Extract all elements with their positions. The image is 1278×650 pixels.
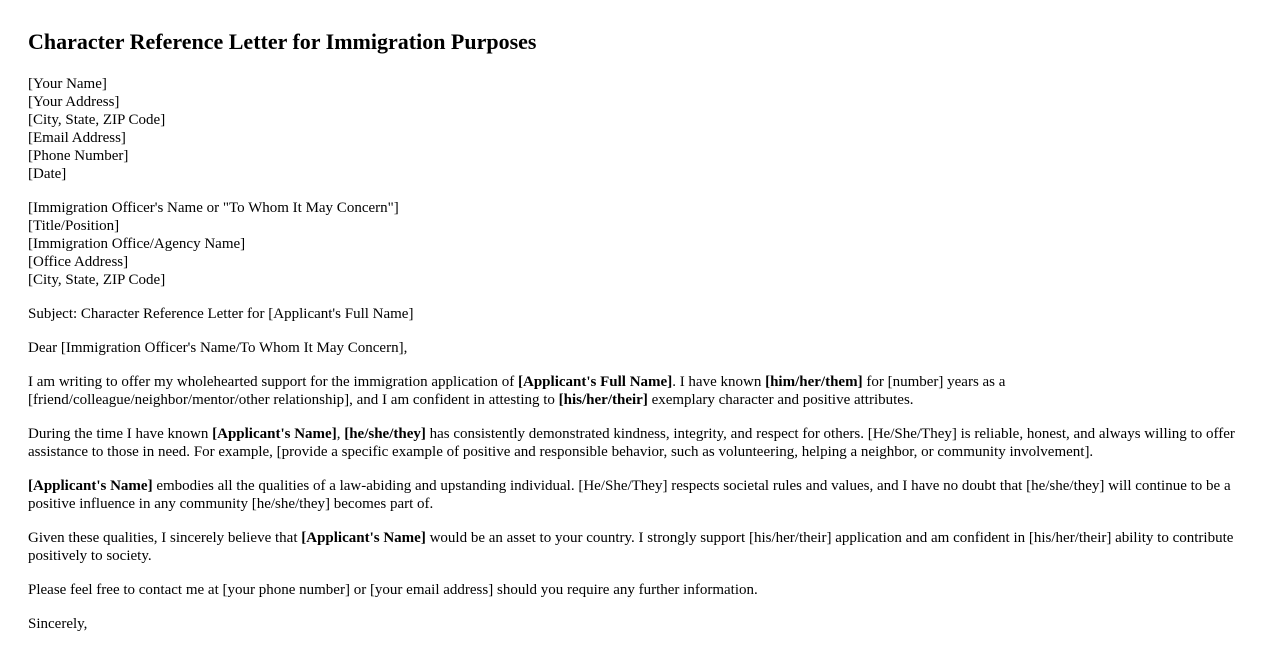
pronoun-subject: [he/she/they] <box>344 426 426 442</box>
paragraph-qualities <box>28 477 1250 513</box>
paragraph-text: During the time I have known <box>28 426 213 442</box>
applicant-name: [Applicant's Name] <box>28 478 153 494</box>
pronoun-possessive: [his/her/their] <box>558 392 648 408</box>
paragraph-text: exemplary character and positive attributes. <box>647 392 914 408</box>
paragraph-text: has consistently demonstrated kindness, integrity, and respect for others. [He/She/They] is reliable, honest, and always willing to offer assistance to those in need. For example, [provide a specific example of positive and responsible behavior, such as volunteering, helping a neighbor, or community involvement]. <box>28 426 1235 460</box>
sender-city-state-zip: [City, State, ZIP Code] <box>28 112 166 128</box>
applicant-name: [Applicant's Name] <box>212 426 337 442</box>
pronoun-object: [him/her/them] <box>765 374 863 390</box>
paragraph-text: . I have known <box>672 374 766 390</box>
recipient-title: [Title/Position] <box>28 218 120 234</box>
recipient-agency: [Immigration Office/Agency Name] <box>28 236 246 252</box>
sender-name: [Your Name] <box>28 76 107 92</box>
paragraph-contact: Please feel free to contact me at [your phone number] or [your email address] should you require any further information. <box>28 582 758 598</box>
recipient-city-state-zip: [City, State, ZIP Code] <box>28 272 166 288</box>
sender-block <box>28 75 1250 183</box>
paragraph-support <box>28 529 1250 565</box>
paragraph-text: for [number] years as a [friend/colleague/neighbor/mentor/other relationship], and I am confident in attesting to <box>28 374 1006 408</box>
paragraph-text: I am writing to offer my wholehearted support for the immigration application of <box>28 374 519 390</box>
sender-email: [Email Address] <box>28 130 126 146</box>
paragraph-text: Given these qualities, I sincerely believe that <box>28 530 302 546</box>
recipient-block <box>28 199 1250 289</box>
salutation: Dear [Immigration Officer's Name/To Whom It May Concern], <box>28 340 408 356</box>
recipient-name: [Immigration Officer's Name or "To Whom It May Concern"] <box>28 200 399 216</box>
recipient-office-address: [Office Address] <box>28 254 129 270</box>
applicant-full-name: [Applicant's Full Name] <box>518 374 673 390</box>
subject-line: Subject: Character Reference Letter for [Applicant's Full Name] <box>28 306 414 322</box>
sender-date: [Date] <box>28 166 67 182</box>
sender-address: [Your Address] <box>28 94 120 110</box>
paragraph-text: would be an asset to your country. I strongly support [his/her/their] application and am confident in [his/her/their] ability to contribute positively to society. <box>28 530 1234 564</box>
sender-phone: [Phone Number] <box>28 148 129 164</box>
applicant-name: [Applicant's Name] <box>301 530 426 546</box>
paragraph-text: , <box>336 426 345 442</box>
paragraph-text: embodies all the qualities of a law-abiding and upstanding individual. [He/She/They] respects societal rules and values, and I have no doubt that [he/she/they] will continue to be a positive influence in any community [he/she/they] becomes part of. <box>28 478 1231 512</box>
paragraph-character <box>28 425 1250 461</box>
paragraph-introduction <box>28 373 1250 409</box>
closing: Sincerely, <box>28 616 88 632</box>
letter-document <box>28 0 1250 633</box>
document-title: Character Reference Letter for Immigration Purposes <box>28 29 537 54</box>
